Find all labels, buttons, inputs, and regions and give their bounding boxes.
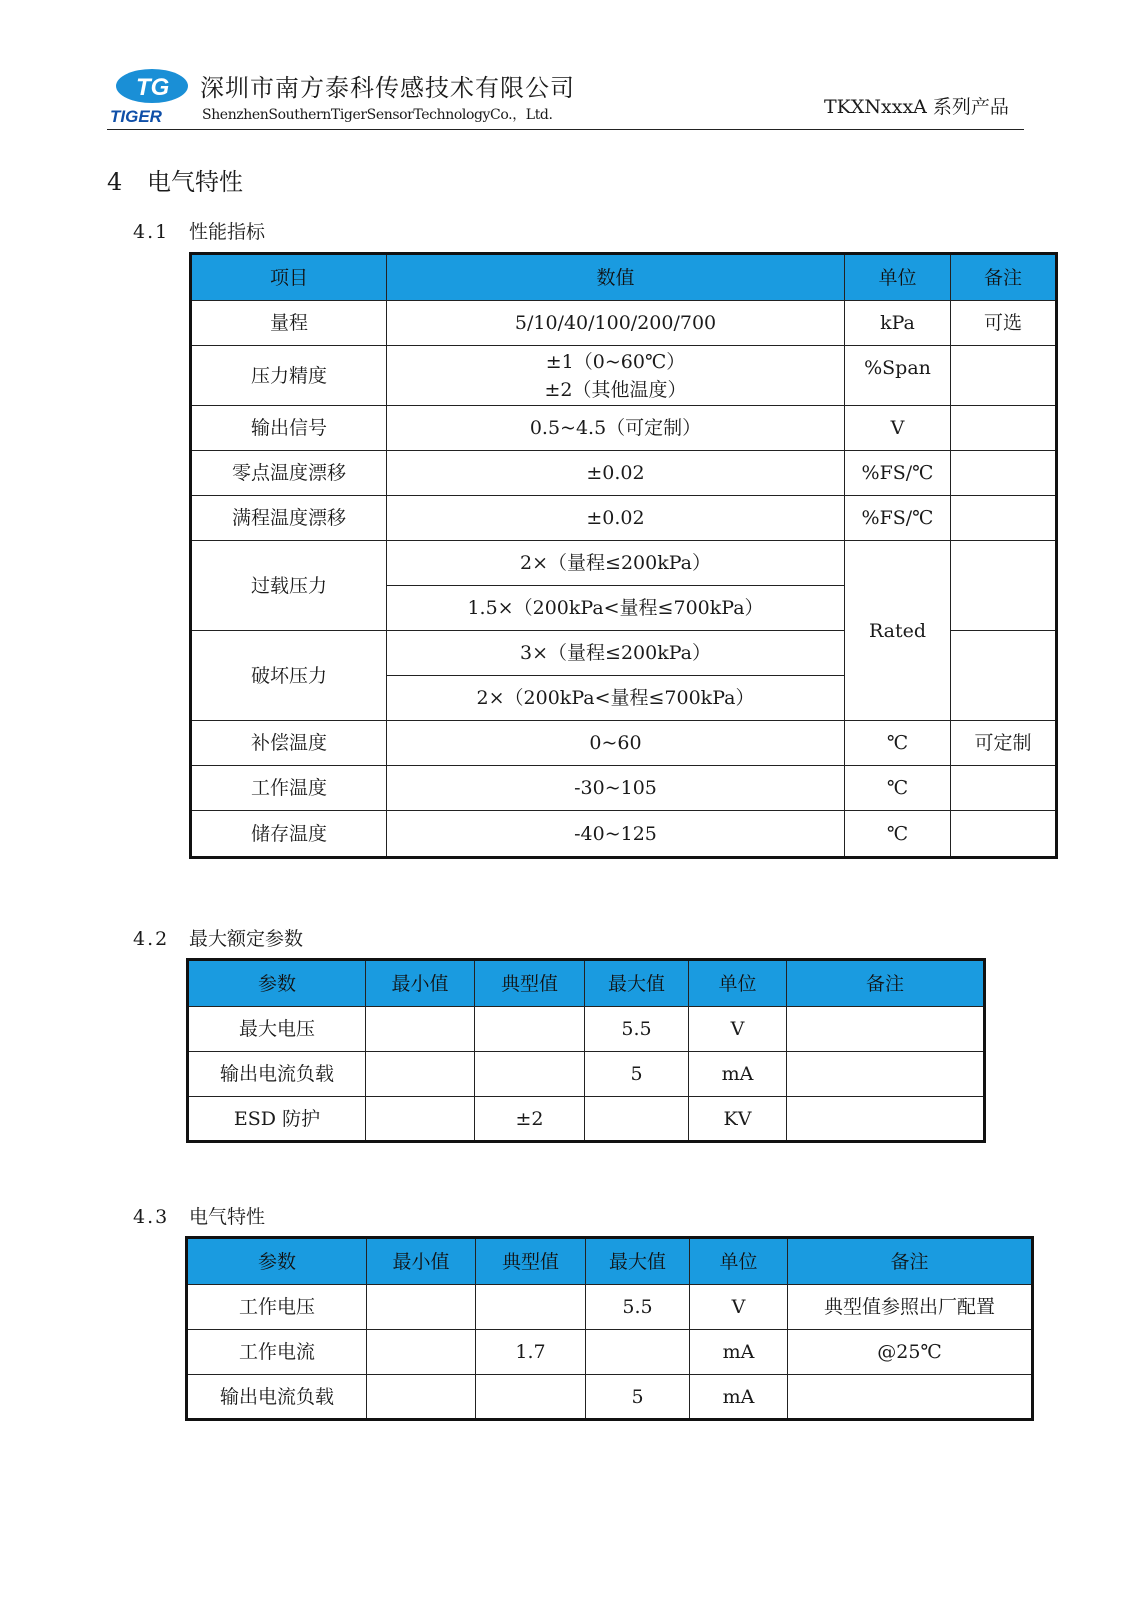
cell-note: 可定制 [951, 721, 1057, 766]
cell-value: 0.5~4.5（可定制） [387, 406, 845, 451]
cell-param: 工作电压 [187, 1285, 367, 1330]
table-header-row [191, 254, 1057, 301]
cell-min [366, 1097, 475, 1142]
cell-unit: KV [689, 1097, 787, 1142]
cell-typ: ±2 [475, 1097, 585, 1142]
cell-max: 5.5 [586, 1285, 690, 1330]
column-header: 最大值 [585, 960, 689, 1007]
cell-item: 零点温度漂移 [191, 451, 387, 496]
performance-table [189, 252, 1058, 859]
cell-item: 过载压力 [191, 541, 387, 631]
table-row [187, 1375, 1033, 1420]
cell-note: 典型值参照出厂配置 [788, 1285, 1033, 1330]
table-row [191, 541, 1057, 586]
column-header: 最小值 [366, 960, 475, 1007]
table-row [191, 811, 1057, 858]
cell-unit: V [689, 1007, 787, 1052]
cell-unit: mA [689, 1052, 787, 1097]
cell-unit: ℃ [845, 766, 951, 811]
section-title: 最大额定参数 [189, 928, 304, 950]
cell-value: 2×（200kPa<量程≤700kPa） [387, 676, 845, 721]
column-header: 最大值 [586, 1238, 690, 1285]
cell-param: 输出电流负载 [187, 1375, 367, 1420]
cell-min [366, 1007, 475, 1052]
cell-value: 2×（量程≤200kPa） [387, 541, 845, 586]
column-header: 项目 [191, 254, 387, 301]
table-row [187, 1285, 1033, 1330]
cell-max: 5.5 [585, 1007, 689, 1052]
cell-note [951, 541, 1057, 631]
table-row [191, 451, 1057, 496]
cell-value: 3×（量程≤200kPa） [387, 631, 845, 676]
section-number: 4 [107, 168, 123, 196]
cell-unit: mA [690, 1375, 788, 1420]
table-row [188, 1052, 985, 1097]
cell-unit: %Span [845, 346, 951, 406]
logo-mark: TG [136, 74, 170, 101]
company-logo [108, 64, 190, 128]
electrical-characteristics-table [185, 1236, 1034, 1421]
cell-item: 满程温度漂移 [191, 496, 387, 541]
table-header-row [187, 1238, 1033, 1285]
max-ratings-table [186, 958, 986, 1143]
cell-typ [475, 1007, 585, 1052]
cell-note [788, 1375, 1033, 1420]
accuracy-value-2: ±2（其他温度） [544, 378, 687, 401]
accuracy-value-1: ±1（0~60℃） [545, 350, 686, 373]
cell-note [951, 811, 1057, 858]
column-header: 备注 [788, 1238, 1033, 1285]
table-row [188, 1097, 985, 1142]
cell-param: 输出电流负载 [188, 1052, 366, 1097]
cell-value: ±0.02 [387, 451, 845, 496]
table-row [188, 1007, 985, 1052]
cell-item: 工作温度 [191, 766, 387, 811]
cell-unit: ℃ [845, 811, 951, 858]
cell-unit: %FS/℃ [845, 496, 951, 541]
cell-item: 量程 [191, 301, 387, 346]
cell-value: -30~105 [387, 766, 845, 811]
section-title: 性能指标 [189, 221, 266, 243]
cell-param: ESD 防护 [188, 1097, 366, 1142]
cell-value: ±0.02 [387, 496, 845, 541]
section-heading-4 [107, 162, 243, 197]
cell-note [951, 766, 1057, 811]
cell-min [366, 1052, 475, 1097]
logo-text: TIGER [110, 107, 162, 126]
column-header: 单位 [845, 254, 951, 301]
company-name-cn: 深圳市南方泰科传感技术有限公司 [200, 74, 575, 102]
table-row [191, 721, 1057, 766]
column-header: 备注 [787, 960, 985, 1007]
cell-unit-rated: Rated [845, 541, 951, 721]
table-row [191, 496, 1057, 541]
cell-max [585, 1097, 689, 1142]
cell-unit: mA [690, 1330, 788, 1375]
column-header: 备注 [951, 254, 1057, 301]
cell-param: 最大电压 [188, 1007, 366, 1052]
column-header: 典型值 [476, 1238, 586, 1285]
cell-typ [476, 1285, 586, 1330]
cell-item: 压力精度 [191, 346, 387, 406]
cell-note: @25℃ [788, 1330, 1033, 1375]
column-header: 单位 [690, 1238, 788, 1285]
company-name-en: ShenzhenSouthernTigerSensorTechnologyCo.，Ltd. [202, 107, 553, 123]
section-heading-4-2 [133, 924, 303, 951]
cell-max [586, 1330, 690, 1375]
column-header: 最小值 [367, 1238, 476, 1285]
cell-unit: %FS/℃ [845, 451, 951, 496]
cell-note [787, 1052, 985, 1097]
cell-note [787, 1007, 985, 1052]
table-header-row [188, 960, 985, 1007]
cell-note: 可选 [951, 301, 1057, 346]
cell-typ: 1.7 [476, 1330, 586, 1375]
section-title: 电气特性 [147, 168, 243, 196]
column-header: 参数 [188, 960, 366, 1007]
section-heading-4-1 [133, 217, 265, 244]
cell-min [367, 1330, 476, 1375]
cell-max: 5 [586, 1375, 690, 1420]
cell-value: -40~125 [387, 811, 845, 858]
table-row [187, 1330, 1033, 1375]
table-row [191, 406, 1057, 451]
cell-typ [476, 1375, 586, 1420]
cell-unit: V [690, 1285, 788, 1330]
cell-note [951, 631, 1057, 721]
cell-item: 补偿温度 [191, 721, 387, 766]
cell-value: 0~60 [387, 721, 845, 766]
cell-item: 输出信号 [191, 406, 387, 451]
cell-value: 1.5×（200kPa<量程≤700kPa） [387, 586, 845, 631]
cell-unit: V [845, 406, 951, 451]
section-number: 4.2 [133, 928, 170, 950]
section-number: 4.3 [133, 1206, 170, 1228]
tiger-logo-icon [108, 64, 190, 128]
cell-note [951, 346, 1057, 406]
column-header: 数值 [387, 254, 845, 301]
cell-note [787, 1097, 985, 1142]
cell-note [951, 406, 1057, 451]
cell-item: 储存温度 [191, 811, 387, 858]
cell-typ [475, 1052, 585, 1097]
cell-unit: ℃ [845, 721, 951, 766]
cell-min [367, 1285, 476, 1330]
cell-note [951, 451, 1057, 496]
cell-item: 破坏压力 [191, 631, 387, 721]
table-row [191, 346, 1057, 406]
cell-note [951, 496, 1057, 541]
cell-unit: kPa [845, 301, 951, 346]
header-divider [107, 129, 1024, 130]
section-number: 4.1 [133, 221, 170, 243]
cell-max: 5 [585, 1052, 689, 1097]
table-row [191, 766, 1057, 811]
cell-param: 工作电流 [187, 1330, 367, 1375]
section-heading-4-3 [133, 1202, 265, 1229]
column-header: 典型值 [475, 960, 585, 1007]
section-title: 电气特性 [189, 1206, 266, 1228]
product-series: TKXNxxxA 系列产品 [824, 96, 1009, 118]
table-row [191, 301, 1057, 346]
cell-value: 5/10/40/100/200/700 [387, 301, 845, 346]
column-header: 参数 [187, 1238, 367, 1285]
cell-min [367, 1375, 476, 1420]
cell-value [387, 346, 845, 406]
column-header: 单位 [689, 960, 787, 1007]
